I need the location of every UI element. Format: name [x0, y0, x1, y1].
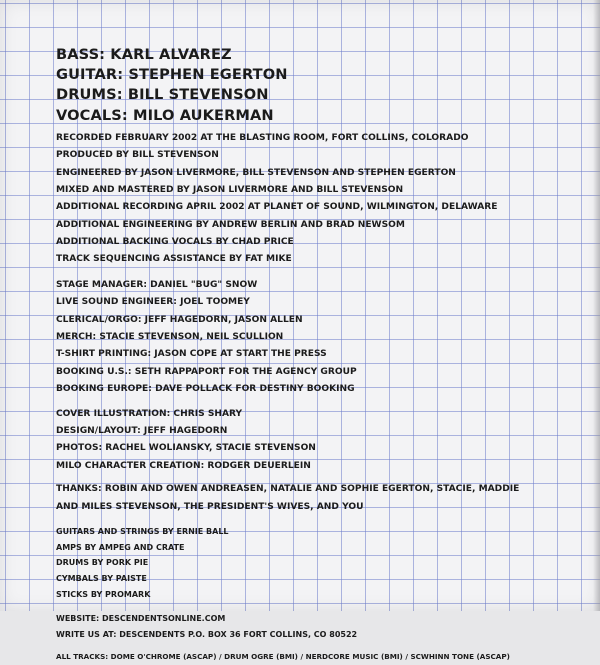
crew-credits [56, 277, 586, 399]
art-credits [56, 406, 586, 476]
gear-line: AMPS BY AMPEG AND CRATE [56, 542, 185, 552]
liner-notes [56, 45, 586, 665]
credit-line: DESIGN/LAYOUT: JEFF HAGEDORN [56, 426, 228, 436]
credit-line: LIVE SOUND ENGINEER: JOEL TOOMEY [56, 297, 250, 308]
gear-line: CYMBALS BY PAISTE [56, 574, 147, 584]
credit-line: MERCH: STACIE STEVENSON, NEIL SCULLION [56, 332, 284, 343]
band-member: VOCALS: MILO AUKERMAN [56, 106, 274, 124]
credit-line: ADDITIONAL ENGINEERING BY ANDREW BERLIN AND BRAD NEWSOM [56, 219, 405, 230]
credit-line: BOOKING EUROPE: DAVE POLLACK FOR DESTINY BOOKING [56, 384, 355, 395]
sheet-edge [593, 0, 600, 611]
credit-line: PHOTOS: RACHEL WOLIANSKY, STACIE STEVENSON [56, 443, 316, 454]
credit-line: TRACK SEQUENCING ASSISTANCE BY FAT MIKE [56, 254, 292, 265]
contact-info [56, 611, 586, 642]
credit-line: T-SHIRT PRINTING: JASON COPE AT START THE PRESS [56, 349, 327, 360]
credit-line: COVER ILLUSTRATION: CHRIS SHARY [56, 408, 243, 419]
band-member: BASS: KARL ALVAREZ [56, 46, 232, 63]
band-lineup [56, 45, 586, 126]
gear-credits [56, 524, 586, 602]
thanks [56, 481, 586, 516]
credit-line: CLERICAL/ORGO: JEFF HAGEDORN, JASON ALLEN [56, 314, 303, 325]
credit-line: BOOKING U.S.: SETH RAPPAPORT FOR THE AGENCY GROUP [56, 366, 357, 377]
recording-credits [56, 130, 586, 269]
thanks-line: AND MILES STEVENSON, THE PRESIDENT'S WIVES, AND YOU [56, 501, 364, 512]
gear-line: DRUMS BY PORK PIE [56, 558, 149, 568]
address-line: WRITE US AT: DESCENDENTS P.O. BOX 36 FORT COLLINS, CO 80522 [56, 630, 358, 640]
credit-line: ADDITIONAL BACKING VOCALS BY CHAD PRICE [56, 237, 294, 248]
gear-line: STICKS BY PROMARK [56, 589, 151, 599]
band-member: DRUMS: BILL STEVENSON [56, 86, 269, 104]
publishing-info [56, 649, 586, 665]
credit-line: PRODUCED BY BILL STEVENSON [56, 150, 219, 161]
credit-line: ENGINEERED BY JASON LIVERMORE, BILL STEVENSON AND STEPHEN EGERTON [56, 167, 456, 178]
thanks-line: THANKS: ROBIN AND OWEN ANDREASEN, NATALIE AND SOPHIE EGERTON, STACIE, MADDIE [56, 484, 520, 495]
credit-line: MIXED AND MASTERED BY JASON LIVERMORE AND BILL STEVENSON [56, 184, 404, 195]
credit-line: ADDITIONAL RECORDING APRIL 2002 AT PLANET OF SOUND, WILMINGTON, DELAWARE [56, 202, 498, 213]
website-line: WEBSITE: DESCENDENTSONLINE.COM [56, 614, 226, 624]
credit-line: RECORDED FEBRUARY 2002 AT THE BLASTING ROOM, FORT COLLINS, COLORADO [56, 132, 469, 143]
credit-line: STAGE MANAGER: DANIEL "BUG" SNOW [56, 279, 258, 290]
band-member: GUITAR: STEPHEN EGERTON [56, 66, 288, 84]
publishing-line: ALL TRACKS: DOME O'CHROME (ASCAP) / DRUM OGRE (BMI) / NERDCORE MUSIC (BMI) / SCWHINN TONE (ASCAP) [56, 651, 510, 661]
gear-line: GUITARS AND STRINGS BY ERNIE BALL [56, 526, 229, 536]
credit-line: MILO CHARACTER CREATION: RODGER DEUERLEIN [56, 460, 311, 471]
